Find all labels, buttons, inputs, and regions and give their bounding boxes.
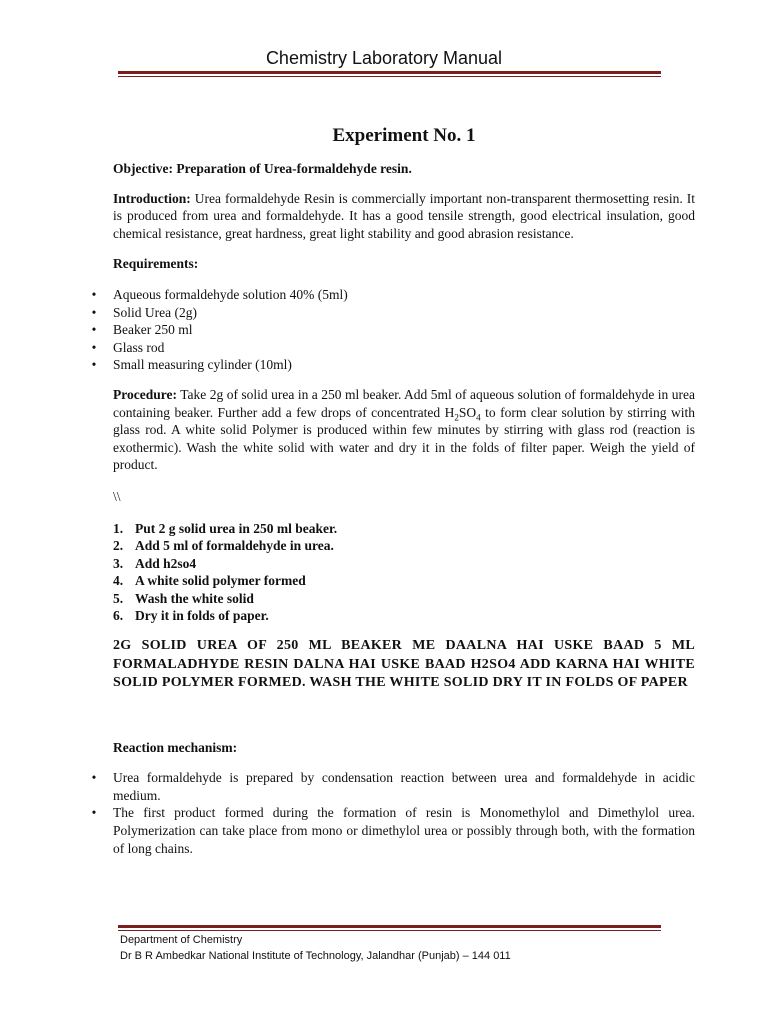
step-text: Add 5 ml of formaldehyde in urea. — [135, 538, 334, 554]
requirements-heading: Requirements: — [113, 256, 199, 272]
list-item-text: Beaker 250 ml — [113, 322, 193, 338]
steps-list — [113, 520, 695, 626]
list-item — [89, 321, 695, 339]
step-number: 1. — [113, 520, 124, 536]
footer-institute: Dr B R Ambedkar National Institute of Technology, Jalandhar (Punjab) – 144 011 — [120, 950, 511, 962]
bullet-icon: • — [91, 339, 97, 355]
list-item — [89, 804, 695, 857]
list-item-text: The first product formed during the formation of resin is Monomethylol and Dimethylol urea. Polymerization can take place from mono or dimethylol urea or possibly through both, with the formation of long chains. — [113, 805, 695, 856]
caps-note: 2G SOLID UREA OF 250 ML BEAKER ME DAALNA HAI USKE BAAD 5 ML FORMALADHYDE RESIN DALNA HAI USKE BAAD H2SO4 ADD KARNA HAI WHITE SOLID POLYMER FORMED. WASH THE WHITE SOLID DRY IT IN FOLDS OF PAPER — [113, 638, 695, 691]
list-item — [113, 590, 695, 608]
backslash-note: \\ — [113, 488, 121, 504]
step-text: Add h2so4 — [135, 555, 197, 571]
experiment-title: Experiment No. 1 — [332, 125, 476, 146]
list-item — [113, 607, 695, 625]
list-item-text: Solid Urea (2g) — [113, 304, 197, 320]
list-item — [89, 304, 695, 322]
list-item — [89, 339, 695, 357]
bullet-icon: • — [91, 286, 97, 302]
step-number: 5. — [113, 590, 124, 606]
list-item-text: Urea formaldehyde is prepared by condensation reaction between urea and formaldehyde in acidic medium. — [113, 770, 695, 803]
bullet-icon: • — [91, 304, 97, 320]
list-item — [113, 537, 695, 555]
step-text: Wash the white solid — [135, 590, 254, 606]
header-rule — [118, 71, 661, 77]
procedure-text-1: Take 2g of solid urea in a 250 ml beaker. Add 5ml of aqueous solution of formaldehyde in urea containing beaker. Further add a few drops of concentrated H — [113, 386, 695, 420]
bullet-icon: • — [91, 770, 97, 786]
introduction — [113, 190, 695, 243]
objective: Objective: Preparation of Urea-formaldehyde resin. — [113, 161, 412, 176]
procedure-subscript-4: 4 — [476, 412, 481, 423]
bullet-icon: • — [91, 322, 97, 338]
list-item — [89, 769, 695, 804]
mechanism-heading: Reaction mechanism: — [113, 739, 238, 755]
step-text: Dry it in folds of paper. — [135, 608, 269, 624]
procedure-text-3: to form clear solution by stirring with glass rod. A white solid Polymer is produced within few minutes by stirring with glass rod (reaction is exothermic). Wash the white solid with water and dry it in the folds of filter paper. Weigh the yield of product. — [113, 404, 695, 473]
page-header-title: Chemistry Laboratory Manual — [265, 48, 503, 68]
list-item — [89, 286, 695, 304]
list-item — [89, 356, 695, 374]
step-number: 2. — [113, 538, 124, 554]
bullet-icon: • — [91, 357, 97, 373]
step-number: 4. — [113, 573, 124, 589]
footer-department: Department of Chemistry — [120, 934, 243, 946]
list-item-text: Aqueous formaldehyde solution 40% (5ml) — [113, 286, 348, 302]
document-body — [91, 124, 695, 857]
list-item — [113, 520, 695, 538]
procedure-subscript-2: 2 — [454, 412, 459, 423]
step-text: A white solid polymer formed — [135, 573, 306, 589]
introduction-label: Introduction: — [113, 190, 191, 206]
page-footer — [120, 932, 511, 964]
procedure — [113, 386, 695, 474]
list-item — [113, 572, 695, 590]
introduction-text: Urea formaldehyde Resin is commercially important non-transparent thermosetting resin. It is produced from urea and formaldehyde. It has a good tensile strength, good electrical insulation, good chemical resistance, great hardness, great light stability and good abrasion resistance. — [113, 190, 695, 241]
mechanism-list — [89, 769, 695, 857]
requirements-list — [89, 286, 695, 374]
bullet-icon: • — [91, 805, 97, 821]
step-number: 6. — [113, 608, 124, 624]
step-number: 3. — [113, 555, 124, 571]
step-text: Put 2 g solid urea in 250 ml beaker. — [135, 520, 338, 536]
list-item-text: Small measuring cylinder (10ml) — [113, 357, 292, 373]
list-item-text: Glass rod — [113, 339, 165, 355]
footer-rule — [118, 925, 661, 931]
procedure-label: Procedure: — [113, 386, 177, 402]
procedure-text-2: SO — [458, 404, 477, 420]
list-item — [113, 555, 695, 573]
